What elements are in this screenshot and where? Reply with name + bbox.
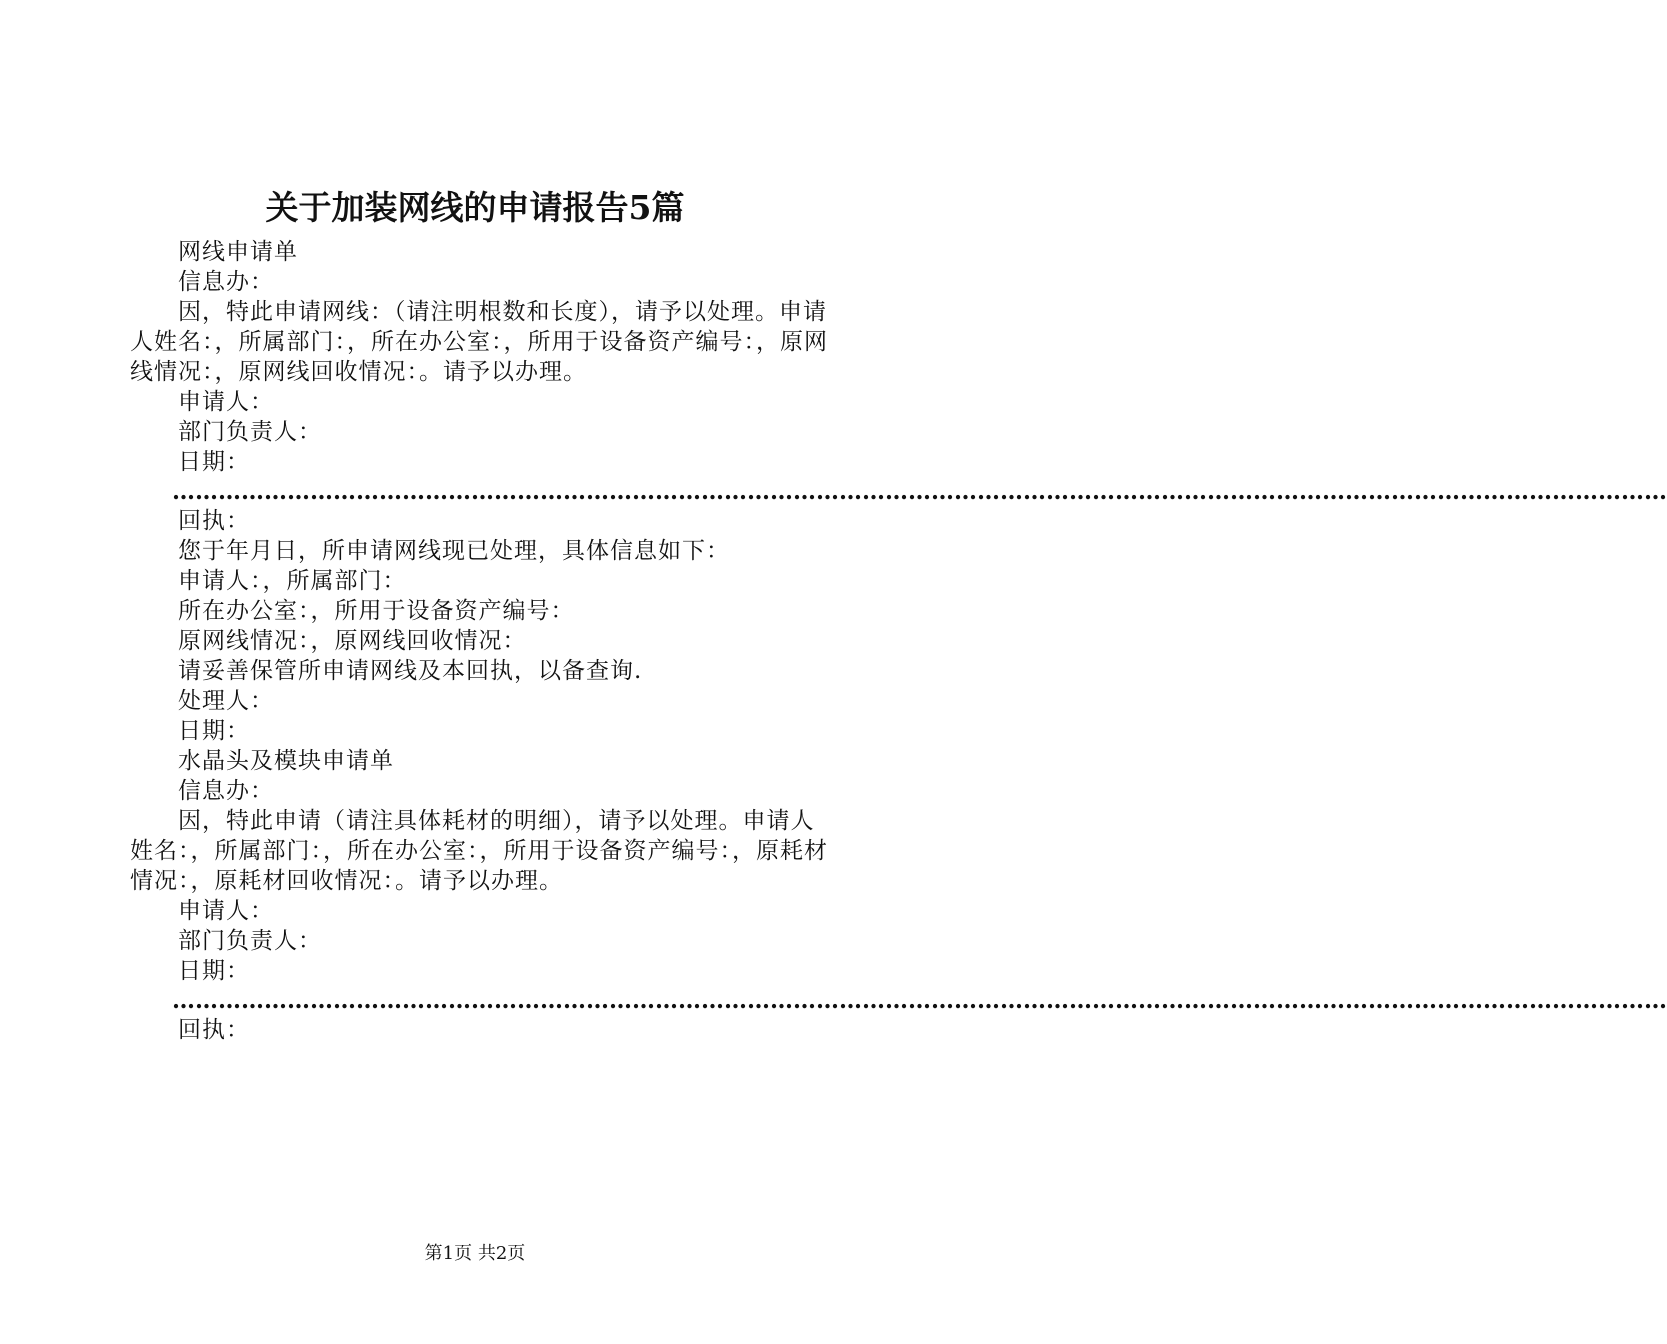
- paragraph: 信息办：: [178, 778, 274, 804]
- paragraph: 请妥善保管所申请网线及本回执，以备查询.: [178, 658, 643, 684]
- paragraph: 处理人：: [178, 688, 274, 714]
- paragraph: 网线申请单: [178, 239, 298, 265]
- paragraph: 信息办：: [178, 269, 274, 295]
- dotted-separator: ……………………………………………………………………………………………………………………………………………………………………………: [172, 987, 1667, 1014]
- paragraph: 您于年月日，所申请网线现已处理，具体信息如下：: [178, 538, 730, 564]
- page-footer: 第1页 共2页: [424, 1243, 526, 1264]
- paragraph: 所在办公室：，所用于设备资产编号：: [178, 598, 575, 624]
- paragraph: 回执：: [178, 1017, 250, 1043]
- paragraph: 申请人：: [178, 898, 274, 924]
- paragraph: 因，特此申请网线：（请注明根数和长度），请予以处理。申请人姓名：，所属部门：，所在办公室：，所用于设备资产编号：，原网线情况：，原网线回收情况：。请予以办理。: [130, 299, 828, 385]
- paragraph: 申请人：: [178, 389, 274, 415]
- document-title: 关于加装网线的申请报告5篇: [265, 188, 685, 227]
- paragraph: 日期：: [178, 449, 250, 475]
- paragraph: 部门负责人：: [178, 928, 322, 954]
- paragraph: 回执：: [178, 508, 250, 534]
- paragraph: 水晶头及模块申请单: [178, 748, 394, 774]
- paragraph: 日期：: [178, 958, 250, 984]
- paragraph: 日期：: [178, 718, 250, 744]
- document-body: [130, 237, 1667, 1045]
- dotted-separator: ……………………………………………………………………………………………………………………………………………………………………………: [172, 478, 1667, 505]
- paragraph: 原网线情况：，原网线回收情况：: [178, 628, 527, 654]
- paragraph: 因，特此申请（请注具体耗材的明细），请予以处理。申请人姓名：，所属部门：，所在办公室：，所用于设备资产编号：，原耗材情况：，原耗材回收情况：。请予以办理。: [130, 808, 828, 894]
- paragraph: 部门负责人：: [178, 419, 322, 445]
- paragraph: 申请人：，所属部门：: [178, 568, 407, 594]
